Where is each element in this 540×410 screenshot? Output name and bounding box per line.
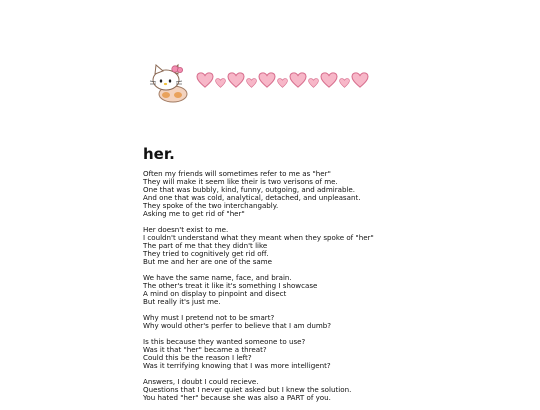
poem-line: Her doesn't exist to me. bbox=[143, 225, 229, 234]
poem-line: A mind on display to pinpoint and disect bbox=[143, 289, 287, 298]
stanza bbox=[143, 170, 523, 218]
stanza bbox=[143, 378, 523, 402]
heart-icon bbox=[246, 73, 257, 92]
heart-icon bbox=[351, 72, 369, 92]
poem-line: You hated "her" because she was also a PART of you. bbox=[143, 393, 331, 402]
poem-line: The other's treat it like it's something I showcase bbox=[143, 281, 318, 290]
stanza bbox=[143, 338, 523, 370]
poem-line: They tried to cognitively get rid off. bbox=[143, 249, 269, 258]
poem-line: They will make it seem like their is two verisons of me. bbox=[143, 177, 338, 186]
heart-icon bbox=[289, 72, 307, 92]
poem-line: One that was bubbly, kind, funny, outgoing, and admirable. bbox=[143, 185, 356, 194]
hearts-row bbox=[196, 72, 370, 92]
poem-line: Answers, I doubt I could recieve. bbox=[143, 377, 259, 386]
hello-kitty-icon bbox=[148, 60, 194, 104]
stanza bbox=[143, 226, 523, 266]
poem-line: Why must I pretend not to be smart? bbox=[143, 313, 275, 322]
heart-icon bbox=[258, 72, 276, 92]
poem-line: Was it that "her" became a threat? bbox=[143, 345, 267, 354]
heart-icon bbox=[339, 73, 350, 92]
poem-line: Often my friends will sometimes refer to me as "her" bbox=[143, 169, 331, 178]
poem-line: Is this because they wanted someone to use? bbox=[143, 337, 306, 346]
heart-icon bbox=[320, 72, 338, 92]
poem-line: They spoke of the two interchangably. bbox=[143, 201, 279, 210]
poem-line: But really it's just me. bbox=[143, 297, 221, 306]
poem-line: Was it terrifying knowing that I was more intelligent? bbox=[143, 361, 331, 370]
poem-line: We have the same name, face, and brain. bbox=[143, 273, 292, 282]
poem-line: And one that was cold, analytical, detached, and unpleasant. bbox=[143, 193, 361, 202]
heart-icon bbox=[215, 73, 226, 92]
header-banner bbox=[148, 60, 370, 104]
poem-line: Why would other's perfer to believe that I am dumb? bbox=[143, 321, 332, 330]
poem-line: But me and her are one of the same bbox=[143, 257, 273, 266]
poem-line: I couldn't understand what they meant when they spoke of "her" bbox=[143, 233, 374, 242]
stanza bbox=[143, 274, 523, 306]
poem-body bbox=[143, 170, 523, 410]
heart-icon bbox=[308, 73, 319, 92]
poem-line: The part of me that they didn't like bbox=[143, 241, 268, 250]
page-title: her. bbox=[143, 145, 175, 163]
stanza bbox=[143, 314, 523, 330]
poem-line: Questions that I never quiet asked but I knew the solution. bbox=[143, 385, 352, 394]
heart-icon bbox=[277, 73, 288, 92]
heart-icon bbox=[227, 72, 245, 92]
poem-line: Could this be the reason I left? bbox=[143, 353, 252, 362]
heart-icon bbox=[196, 72, 214, 92]
poem-line: Asking me to get rid of "her" bbox=[143, 209, 245, 218]
